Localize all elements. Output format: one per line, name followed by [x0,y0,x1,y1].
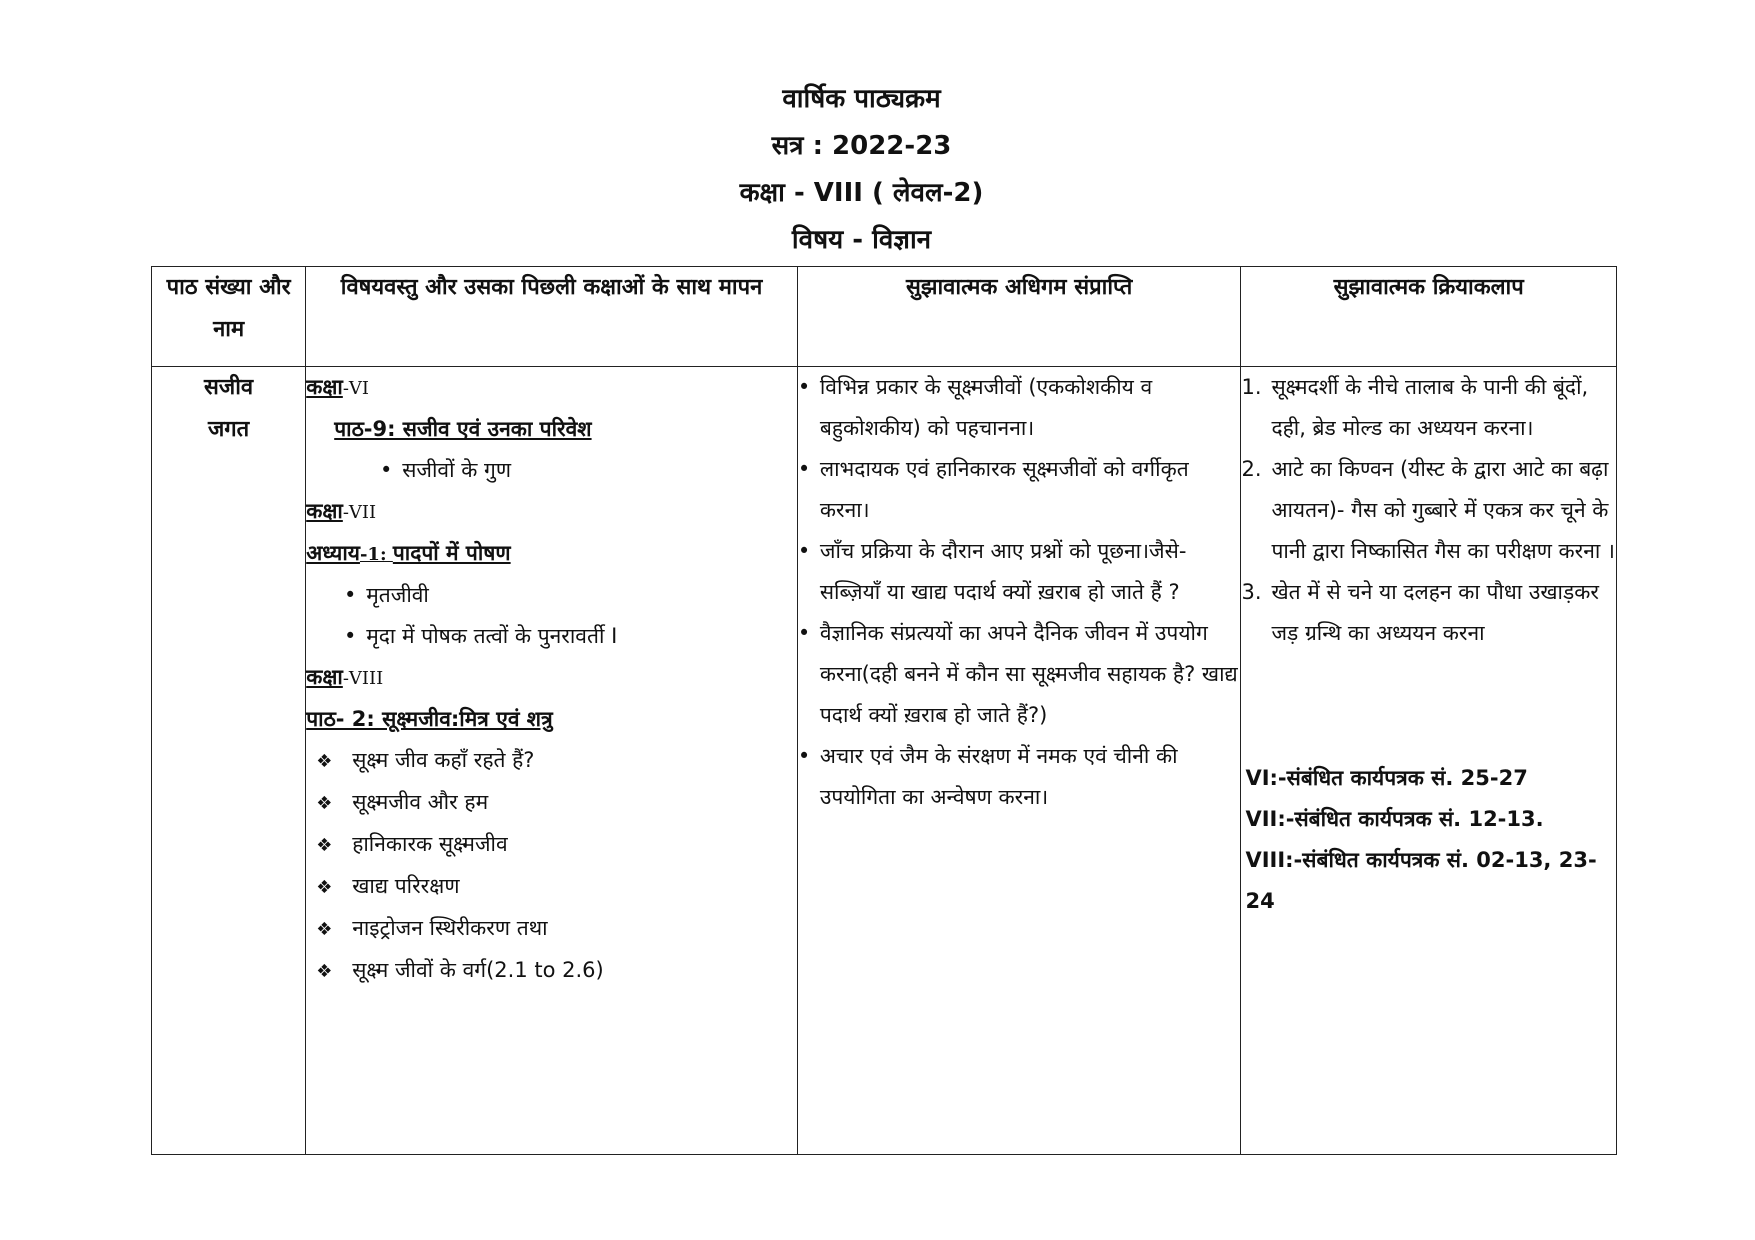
header-outcomes: सुझावात्मक अधिगम संप्राप्ति [797,267,1241,367]
page-title: वार्षिक पाठ्यक्रम [782,84,941,114]
outcome-item: • अचार एवं जैम के संरक्षण में नमक एवं चीनी की उपयोगिता का अन्वेषण करना। [798,736,1241,818]
worksheet-references [1241,758,1616,922]
list-item: • मृतजीवी [306,575,797,616]
header-lesson: पाठ संख्या और नाम [152,267,306,367]
session-label: सत्र : 2022-23 [771,131,952,161]
table-row [152,367,1617,1155]
activities-cell [1241,367,1617,1155]
class-label: कक्षा - VIII ( लेवल-2) [739,178,984,208]
class8-chapter: पाठ- 2: सूक्ष्मजीव:मित्र एवं शत्रु [306,707,553,731]
list-item: ❖ नाइट्रोजन स्थिरीकरण तथा [306,908,797,950]
lesson-name-line: सजीव [204,375,254,400]
list-item: • सजीवों के गुण [306,450,797,491]
outcome-item: • वैज्ञानिक संप्रत्ययों का अपने दैनिक जीवन में उपयोग करना(दही बनने में कौन सा सूक्ष्मजीव सहायक है? खाद्य पदार्थ क्यों ख़राब हो जाते हैं?) [798,613,1241,736]
list-item: ❖ सूक्ष्म जीव कहाँ रहते हैं? [306,740,797,782]
lesson-name-line: जगत [207,417,250,442]
class7-chapter: अध्याय-1: पादपों में पोषण [306,541,511,565]
subject-label: विषय - विज्ञान [791,225,932,255]
outcome-item: • लाभदायक एवं हानिकारक सूक्ष्मजीवों को वर्गीकृत करना। [798,449,1241,531]
outcomes-cell [797,367,1241,1155]
list-item: ❖ सूक्ष्म जीवों के वर्ग(2.1 to 2.6) [306,950,797,992]
class7-heading: कक्षा-VII [306,499,377,523]
list-item: • मृदा में पोषक तत्वों के पुनरावर्ती I [306,616,797,657]
worksheet-ref: VII:-संबंधित कार्यपत्रक सं. 12-13. [1245,807,1544,831]
outcome-item: • विभिन्न प्रकार के सूक्ष्मजीवों (एककोशकीय व बहुकोशकीय) को पहचानना। [798,367,1241,449]
list-item: ❖ खाद्य परिरक्षण [306,866,797,908]
table-header-row [152,267,1617,367]
header-content: विषयवस्तु और उसका पिछली कक्षाओं के साथ मापन [306,267,798,367]
list-item: ❖ हानिकारक सूक्ष्मजीव [306,824,797,866]
outcome-item: • जाँच प्रक्रिया के दौरान आए प्रश्नों को पूछना।जैसे-सब्ज़ियाँ या खाद्य पदार्थ क्यों ख़राब हो जाते हैं ? [798,531,1241,613]
syllabus-table [151,266,1617,1155]
content-cell [306,367,798,1155]
header-activities: सुझावात्मक क्रियाकलाप [1241,267,1617,367]
class6-chapter: पाठ-9: सजीव एवं उनका परिवेश [334,417,592,441]
worksheet-ref: VI:-संबंधित कार्यपत्रक सं. 25-27 [1245,766,1528,790]
class6-heading: कक्षा-VI [306,375,370,399]
worksheet-ref: VIII:-संबंधित कार्यपत्रक सं. 02-13, 23-24 [1245,848,1597,913]
activity-item: 1. सूक्ष्मदर्शी के नीचे तालाब के पानी की बूंदों, दही, ब्रेड मोल्ड का अध्ययन करना। [1241,375,1589,440]
document-header [0,76,1723,264]
activity-item: 3. खेत में से चने या दलहन का पौधा उखाड़कर जड़ ग्रन्थि का अध्ययन करना [1241,580,1599,645]
lesson-name-cell [152,367,306,1155]
class8-heading: कक्षा-VIII [306,665,384,689]
list-item: ❖ सूक्ष्मजीव और हम [306,782,797,824]
activity-item: 2. आटे का किण्वन (यीस्ट के द्वारा आटे का बढ़ा आयतन)- गैस को गुब्बारे में एकत्र कर चूने के पानी द्वारा निष्कासित गैस का परीक्षण करना । [1241,457,1615,563]
